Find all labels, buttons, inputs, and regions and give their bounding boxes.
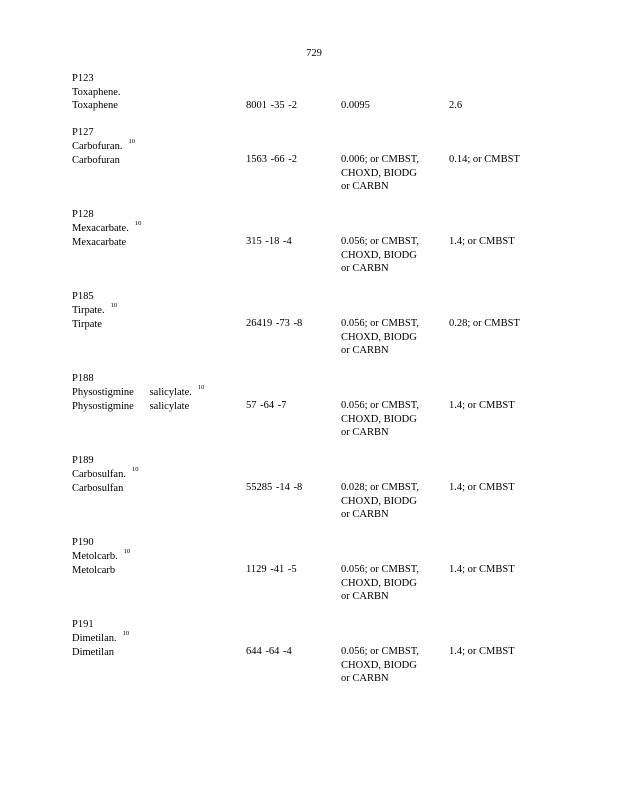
constituent-name: Mexacarbate [72,237,127,248]
nonwastewater-standard: 1.4; or CMBST [449,482,515,493]
cas-number: 55285 -14 -8 [246,482,303,493]
wastewater-standard: 0.056; or CMBST, CHOXD, BIODG or CARBN [341,236,419,274]
nonwastewater-standard: 2.6 [449,100,463,111]
waste-heading [72,465,572,483]
table-row [72,618,572,700]
table-row [72,208,572,290]
wastewater-standard: 0.056; or CMBST, CHOXD, BIODG or CARBN [341,400,419,438]
footnote-ref: 10 [123,547,131,555]
wastewater-standard: 0.056; or CMBST, CHOXD, BIODG or CARBN [341,318,419,356]
cas-number: 1563 -66 -2 [246,154,297,165]
footnote-ref: 10 [131,465,139,473]
waste-heading [72,137,572,155]
nonwastewater-standard: 1.4; or CMBST [449,564,515,575]
wastewater-standard: 0.028; or CMBST, CHOXD, BIODG or CARBN [341,482,419,520]
constituent-name: Metolcarb [72,565,116,576]
waste-heading [72,383,572,401]
constituent-name: Carbosulfan [72,483,124,494]
constituent-name: Dimetilan [72,647,114,658]
waste-code: P189 [72,455,94,466]
waste-heading [72,301,572,319]
nonwastewater-standard: 0.14; or CMBST [449,154,520,165]
nonwastewater-standard: 1.4; or CMBST [449,236,515,247]
cas-number: 644 -64 -4 [246,646,292,657]
footnote-ref: 10 [197,383,205,391]
nonwastewater-standard: 0.28; or CMBST [449,318,520,329]
constituent-name: Physostigmine salicylate [72,401,190,412]
waste-code: P188 [72,373,94,384]
heading-text: Dimetilan. [72,632,117,644]
cas-number: 1129 -41 -5 [246,564,297,575]
waste-code: P185 [72,291,94,302]
wastewater-standard: 0.006; or CMBST, CHOXD, BIODG or CARBN [341,154,419,192]
page-number: 729 [306,48,322,59]
constituent-name: Toxaphene [72,100,118,111]
heading-text: Metolcarb. [72,550,118,562]
heading-text: Mexacarbate. [72,222,129,234]
nonwastewater-standard: 1.4; or CMBST [449,400,515,411]
heading-text: Carbofuran. [72,140,123,152]
footnote-ref: 10 [128,137,135,145]
constituent-name: Tirpate [72,319,102,330]
heading-text: Physostigmine salicylate. [72,386,192,398]
constituent-name: Carbofuran [72,155,120,166]
wastewater-standard: 0.056; or CMBST, CHOXD, BIODG or CARBN [341,564,419,602]
cas-number: 315 -18 -4 [246,236,292,247]
wastewater-standard: 0.056; or CMBST, CHOXD, BIODG or CARBN [341,646,419,684]
waste-code: P191 [72,619,94,630]
heading-text: Tirpate. [72,304,105,316]
footnote-ref: 10 [110,301,118,309]
table-row [72,126,572,208]
heading-text: Toxaphene. [72,86,121,98]
waste-code: P127 [72,127,94,138]
waste-heading [72,547,572,565]
cas-number: 8001 -35 -2 [246,100,297,111]
waste-heading [72,86,572,100]
nonwastewater-standard: 1.4; or CMBST [449,646,515,657]
waste-heading [72,219,572,237]
waste-code: P128 [72,209,94,220]
table-row [72,290,572,372]
footnote-ref: 10 [134,219,142,227]
footnote-ref: 10 [122,629,130,637]
cas-number: 26419 -73 -8 [246,318,303,329]
waste-code: P123 [72,73,94,84]
waste-heading [72,629,572,647]
waste-table [72,72,572,700]
table-row [72,372,572,454]
heading-text: Carbosulfan. [72,468,126,480]
table-row [72,454,572,536]
table-row [72,536,572,618]
cas-number: 57 -64 -7 [246,400,287,411]
table-row [72,72,572,126]
wastewater-standard: 0.0095 [341,100,370,111]
waste-code: P190 [72,537,94,548]
